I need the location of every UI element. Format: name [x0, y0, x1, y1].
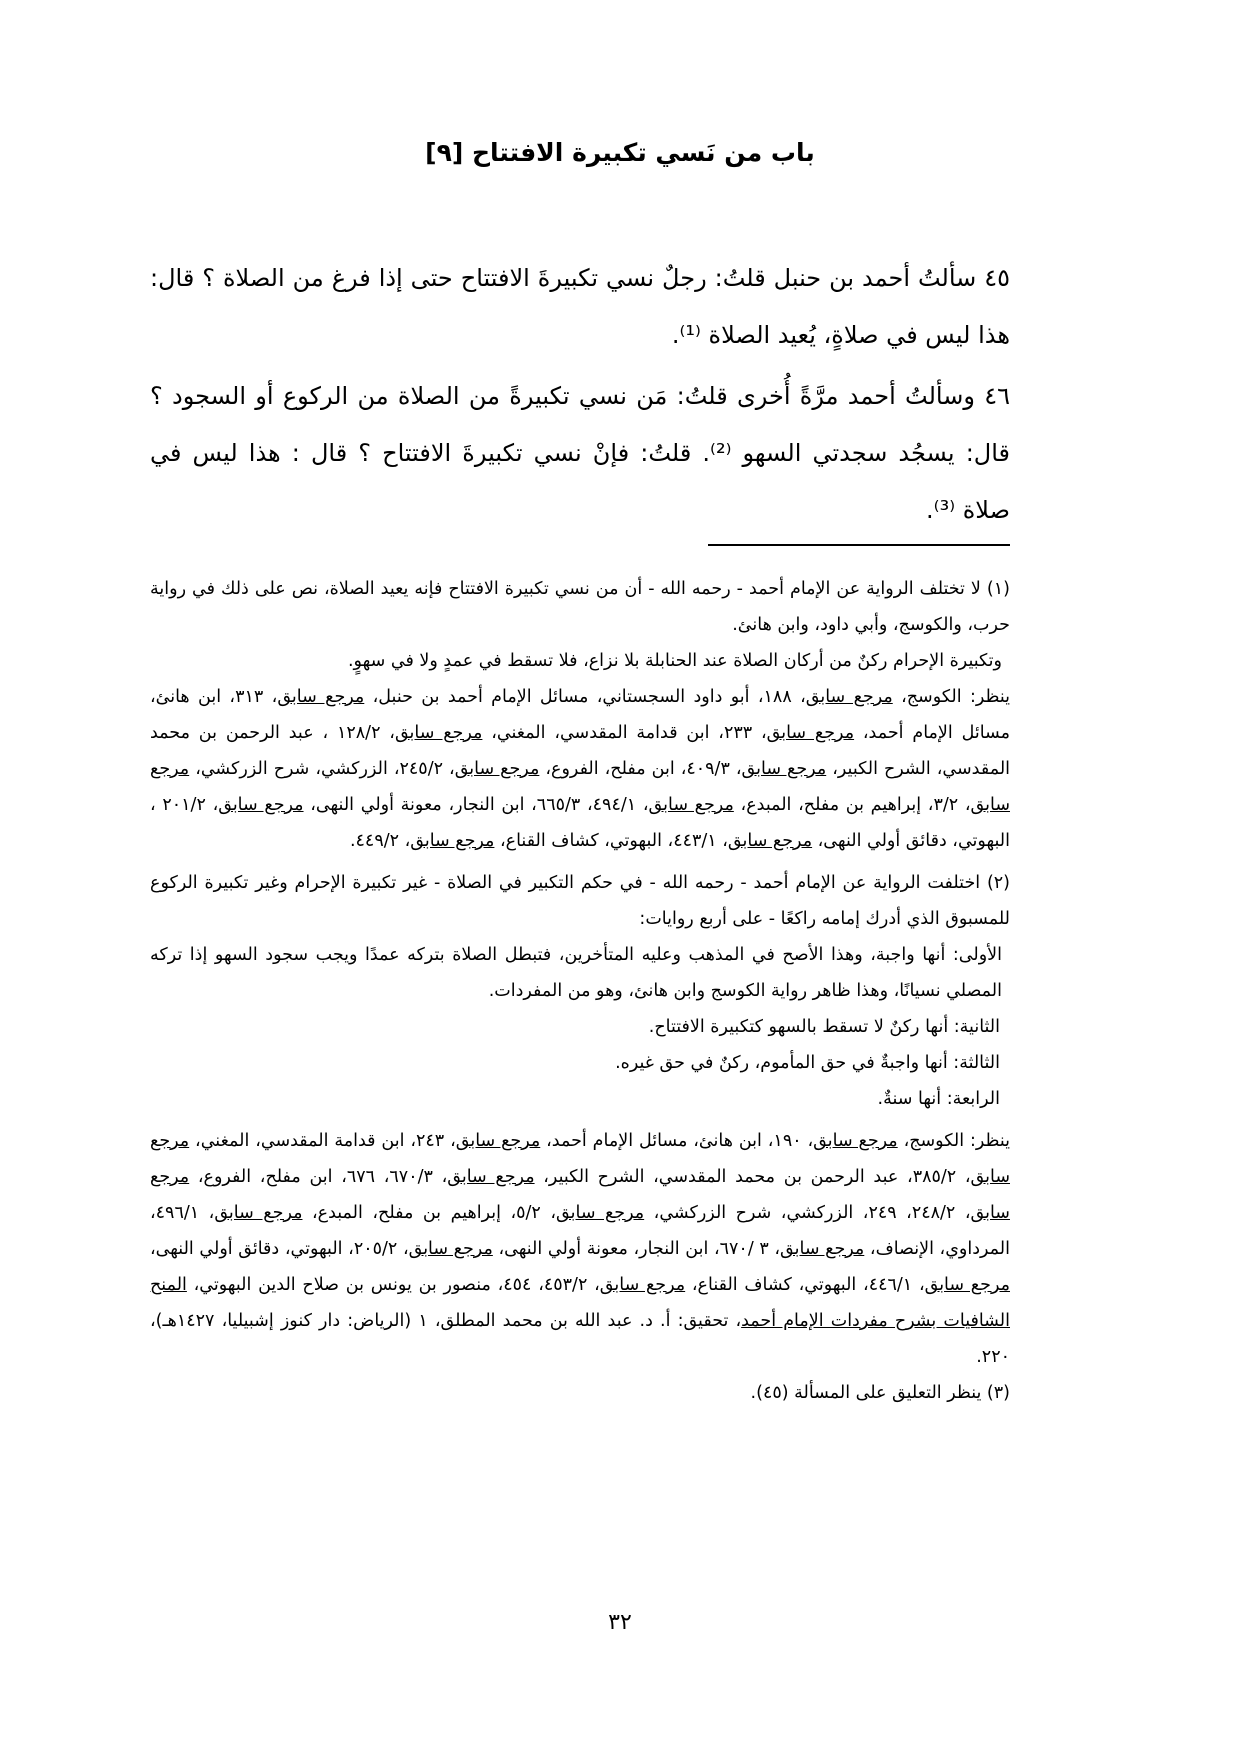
- ref-link: مرجع سابق: [150, 1131, 1010, 1187]
- ref-link: مرجع سابق: [727, 831, 813, 851]
- ref-link: مرجع سابق: [924, 1275, 1010, 1295]
- ref-link: مرجع سابق: [214, 1203, 303, 1223]
- ref-link: مرجع سابق: [408, 1239, 493, 1259]
- body-text: [150, 250, 1010, 543]
- book-title: المنح الشافيات بشرح مفردات الإمام أحمد: [150, 1275, 1010, 1331]
- footnote-1-note: وتكبيرة الإحرام ركنٌ من أركان الصلاة عند الحنابلة بلا نزاع، فلا تسقط في عمدٍ ولا في سهوٍ.: [347, 651, 1002, 671]
- footnote-1: (١) لا تختلف الرواية عن الإمام أحمد - رحمه الله - أن من نسي تكبيرة الافتتاح فإنه يعيد الصلاة، نص على ذلك في رواية حرب، والكوسج، وأبي داود، وابن هانئ.: [150, 579, 1010, 635]
- ref-link: مرجع سابق: [447, 1167, 535, 1187]
- ref-link: مرجع سابق: [780, 1239, 865, 1259]
- ref-link: مرجع سابق: [805, 687, 893, 707]
- ref-link: مرجع سابق: [741, 759, 827, 779]
- footnote-2-second-opinion: الثانية: أنها ركنٌ لا تسقط بالسهو كتكبيرة الافتتاح.: [648, 1017, 1000, 1037]
- footnote-2-fourth-opinion: الرابعة: أنها سنةٌ.: [877, 1089, 1000, 1109]
- ref-link: مرجع سابق: [556, 1203, 645, 1223]
- footnote-separator: [708, 544, 1010, 546]
- footnote-2: (٢) اختلفت الرواية عن الإمام أحمد - رحمه الله - في حكم التكبير في الصلاة - غير تكبيرة الإحرام وغير تكبيرة الركوع للمسبوق الذي أدرك إمامه راكعًا - على أربع روايات:: [150, 873, 1010, 929]
- ref-link: مرجع سابق: [394, 723, 483, 743]
- footnote-3: (٣) ينظر التعليق على المسألة (٤٥).: [750, 1383, 1010, 1403]
- ref-link: مرجع سابق: [454, 759, 540, 779]
- chapter-heading: [٩] باب من نَسي تكبيرة الافتتاح: [425, 138, 815, 167]
- ref-link: مرجع سابق: [648, 795, 734, 815]
- footnote-2-references: ينظر: الكوسج، مرجع سابق، ١٩٠، ابن هانئ، مسائل الإمام أحمد، مرجع سابق، ٢٤٣، ابن قدامة المقدسي، المغني، مرجع سابق، ٣٨٥/٢، عبد الرحمن بن محمد المقدسي، الشرح الكبير، مرجع سابق، ٦٧٠/٣، ٦٧٦، ابن مفلح، الفروع، مرجع سابق، ٢٤٨/٢، ٢٤٩، الزركشي، شرح الزركشي، مرجع سابق، ٥/٢، إبراهيم بن مفلح، المبدع، مرجع سابق، ٤٩٦/١، المرداوي، الإنصاف، مرجع سابق، ٣ /٦٧٠، ابن النجار، معونة أولي النهى، مرجع سابق، ٢٠٥/٢، البهوتي، دقائق أولي النهى، مرجع سابق، ٤٤٦/١، البهوتي، كشاف القناع، مرجع سابق، ٤٥٣/٢، ٤٥٤، منصور بن يونس بن صلاح الدين البهوتي، المنح الشافيات بشرح مفردات الإمام أحمد، تحقيق: أ. د. عبد الله بن محمد المطلق، ١ (الرياض: دار كنوز إشبيليا، ١٤٢٧هـ)، ٢٢٠.: [150, 1131, 1011, 1367]
- ref-link: مرجع سابق: [455, 1131, 541, 1151]
- footnote-2-third-opinion: الثالثة: أنها واجبةٌ في حق المأموم، ركنٌ في حق غيره.: [615, 1053, 1000, 1073]
- issue-46-paragraph: ٤٦ وسألتُ أحمد مرَّةً أُخرى قلتُ: مَن نسي تكبيرةً من الصلاة من الركوع أو السجود ؟ قال: يسجُد سجدتي السهو ⁽²⁾. قلتُ: فإنْ نسي تكبيرةَ الافتتاح ؟ قال : هذا ليس في صلاة ⁽³⁾.: [150, 382, 1010, 524]
- ref-link: مرجع سابق: [150, 1167, 1010, 1223]
- page-number: ٣٢: [608, 1610, 632, 1635]
- footnote-1-references: ينظر: الكوسج، مرجع سابق، ١٨٨، أبو داود السجستاني، مسائل الإمام أحمد بن حنبل، مرجع سابق، ٣١٣، ابن هانئ، مسائل الإمام أحمد، مرجع سابق، ٢٣٣، ابن قدامة المقدسي، المغني، مرجع سابق، ١٢٨/٢ ، عبد الرحمن بن محمد المقدسي، الشرح الكبير، مرجع سابق، ٤٠٩/٣، ابن مفلح، الفروع، مرجع سابق، ٢٤٥/٢، الزركشي، شرح الزركشي، مرجع سابق، ٣/٢، إبراهيم بن مفلح، المبدع، مرجع سابق، ٤٩٤/١، ٦٦٥/٣، ابن النجار، معونة أولي النهى، مرجع سابق، ٢٠١/٢ ، البهوتي، دقائق أولي النهى، مرجع سابق، ٤٤٣/١، البهوتي، كشاف القناع، مرجع سابق، ٤٤٩/٢.: [150, 687, 1011, 851]
- ref-link: مرجع سابق: [813, 1131, 898, 1151]
- footnotes: [150, 565, 1010, 1411]
- ref-link: مرجع سابق: [218, 795, 304, 815]
- ref-link: مرجع سابق: [599, 1275, 686, 1295]
- ref-link: مرجع سابق: [277, 687, 365, 707]
- issue-45-paragraph: ٤٥ سألتُ أحمد بن حنبل قلتُ: رجلٌ نسي تكبيرةَ الافتتاح حتى إذا فرغ من الصلاة ؟ قال: هذا ليس في صلاةٍ، يُعيد الصلاة ⁽¹⁾.: [150, 264, 1010, 349]
- ref-link: مرجع سابق: [766, 723, 855, 743]
- ref-link: مرجع سابق: [410, 831, 495, 851]
- ref-link: مرجع سابق: [150, 759, 1010, 815]
- footnote-2-first-opinion: الأولى: أنها واجبة، وهذا الأصح في المذهب وعليه المتأخرين، فتبطل الصلاة بتركه عمدًا ويجب سجود السهو إذا تركه المصلي نسيانًا، وهذا ظاهر رواية الكوسج وابن هانئ، وهو من المفردات.: [150, 945, 1002, 1001]
